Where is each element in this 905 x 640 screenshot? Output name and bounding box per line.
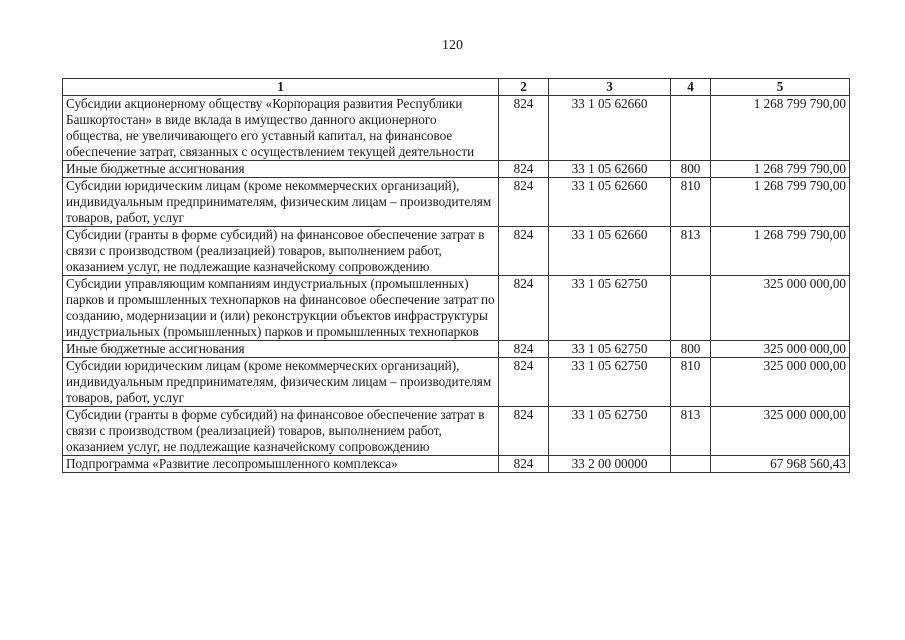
row-amount: 325 000 000,00 [711,407,850,456]
column-header-2: 2 [499,79,549,96]
row-ministry-code: 824 [499,161,549,178]
table-header-row [63,79,850,96]
row-expense-type: 810 [671,178,711,227]
row-name: Субсидии юридическим лицам (кроме некоммерческих организаций), индивидуальным предпринимателям, физическим лицам – производителям товаров, работ, услуг [63,358,499,407]
row-expense-type: 810 [671,358,711,407]
row-ministry-code: 824 [499,341,549,358]
row-target-code: 33 2 00 00000 [549,456,671,473]
row-name: Субсидии (гранты в форме субсидий) на финансовое обеспечение затрат в связи с производством (реализацией) товаров, выполнением работ, оказанием услуг, не подлежащие казначейскому сопровождению [63,407,499,456]
row-name: Субсидии (гранты в форме субсидий) на финансовое обеспечение затрат в связи с производством (реализацией) товаров, выполнением работ, оказанием услуг, не подлежащие казначейскому сопровождению [63,227,499,276]
row-expense-type [671,96,711,161]
row-amount: 325 000 000,00 [711,358,850,407]
row-name: Подпрограмма «Развитие лесопромышленного комплекса» [63,456,499,473]
table-row [63,358,850,407]
row-target-code: 33 1 05 62660 [549,178,671,227]
row-target-code: 33 1 05 62660 [549,96,671,161]
row-amount: 1 268 799 790,00 [711,178,850,227]
row-target-code: 33 1 05 62660 [549,227,671,276]
budget-table [62,78,850,473]
row-amount: 1 268 799 790,00 [711,96,850,161]
row-name: Иные бюджетные ассигнования [63,341,499,358]
row-target-code: 33 1 05 62750 [549,407,671,456]
page-number: 120 [442,38,463,53]
row-amount: 325 000 000,00 [711,276,850,341]
row-expense-type [671,276,711,341]
column-header-3: 3 [549,79,671,96]
row-ministry-code: 824 [499,358,549,407]
row-amount: 1 268 799 790,00 [711,161,850,178]
row-name: Субсидии акционерному обществу «Корпорация развития Республики Башкортостан» в виде вклада в имущество данного акционерного общества, не увеличивающего его уставный капитал, на финансовое обеспечение затрат, связанных с осуществлением текущей деятельности [63,96,499,161]
row-name: Субсидии юридическим лицам (кроме некоммерческих организаций), индивидуальным предпринимателям, физическим лицам – производителям товаров, работ, услуг [63,178,499,227]
table-row [63,276,850,341]
table-row [63,178,850,227]
row-expense-type [671,456,711,473]
row-expense-type: 800 [671,341,711,358]
row-ministry-code: 824 [499,407,549,456]
table-row [63,407,850,456]
row-target-code: 33 1 05 62750 [549,341,671,358]
row-ministry-code: 824 [499,96,549,161]
table-row [63,161,850,178]
row-target-code: 33 1 05 62660 [549,161,671,178]
row-expense-type: 800 [671,161,711,178]
row-target-code: 33 1 05 62750 [549,276,671,341]
table-row [63,227,850,276]
column-header-1: 1 [63,79,499,96]
column-header-5: 5 [711,79,850,96]
row-name: Иные бюджетные ассигнования [63,161,499,178]
row-name: Субсидии управляющим компаниям индустриальных (промышленных) парков и промышленных технопарков на финансовое обеспечение затрат по созданию, модернизации и (или) реконструкции объектов инфраструктуры индустриальных (промышленных) парков и промышленных технопарков [63,276,499,341]
row-expense-type: 813 [671,407,711,456]
row-ministry-code: 824 [499,178,549,227]
column-header-4: 4 [671,79,711,96]
row-target-code: 33 1 05 62750 [549,358,671,407]
table-row [63,96,850,161]
row-expense-type: 813 [671,227,711,276]
row-amount: 67 968 560,43 [711,456,850,473]
table-row [63,456,850,473]
row-ministry-code: 824 [499,227,549,276]
row-amount: 1 268 799 790,00 [711,227,850,276]
row-ministry-code: 824 [499,456,549,473]
row-amount: 325 000 000,00 [711,341,850,358]
table-row [63,341,850,358]
row-ministry-code: 824 [499,276,549,341]
